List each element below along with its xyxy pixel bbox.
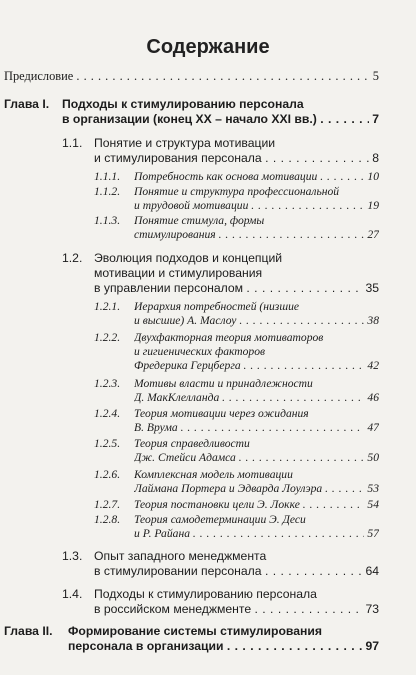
toc-subsection-number: 1.2.2.: [94, 331, 121, 344]
toc-entry-text: в российском менеджменте: [94, 602, 252, 616]
toc-entry-text: персонала в организации: [68, 639, 224, 653]
toc-section-number: 1.4.: [62, 587, 83, 601]
toc-subsection-number: 1.1.3.: [94, 214, 121, 227]
toc-page-number: 5: [370, 69, 379, 84]
toc-entry-text: и Р. Райана: [134, 527, 190, 540]
toc-entry-text: Подходы к стимулированию персонала: [94, 587, 317, 601]
toc-subsection-number: 1.2.5.: [94, 437, 121, 450]
toc-page-number: 64: [362, 564, 379, 579]
toc-entry-text: Опыт западного менеджмента: [94, 549, 267, 563]
toc-page-number: 53: [364, 482, 379, 496]
toc-entry-text: Мотивы власти и принадлежности: [134, 377, 313, 390]
toc-entry-text: и трудовой мотивации: [134, 199, 249, 212]
toc-subsection-number: 1.2.3.: [94, 377, 121, 390]
toc-entry-text: Понятие и структура мотивации: [94, 136, 276, 150]
toc-entry-text: Дж. Стейси Адамса: [134, 451, 236, 464]
toc-subsection-number: 1.2.6.: [94, 468, 121, 481]
toc-entry-text: в стимулировании персонала: [94, 564, 262, 578]
toc-page-number: 46: [364, 391, 379, 405]
toc-entry-1-1-3: [94, 214, 379, 242]
toc-entry-text: Иерархия потребностей (низшие: [134, 300, 300, 313]
page-title: Содержание: [146, 36, 270, 58]
toc-entry-text: Лаймана Портера и Эдварда Лоулэра: [134, 482, 323, 495]
toc-page-number: 97: [362, 639, 379, 654]
toc-page-number: 73: [362, 602, 379, 617]
toc-chapter-number: Глава II.: [4, 624, 53, 638]
toc-entry-chapter-1: [4, 97, 379, 127]
toc-entry-1-2: [62, 251, 379, 296]
toc-page-number: 19: [364, 199, 379, 213]
toc-entry-1-2-2: [94, 331, 379, 373]
toc-section-number: 1.1.: [62, 136, 83, 150]
toc-entry-1-3: [62, 549, 379, 579]
toc-entry-1-4: [62, 587, 379, 617]
toc-entry-text: В. Врума: [134, 421, 178, 434]
toc-page-number: 42: [364, 359, 379, 373]
toc-entry-1-2-6: [94, 468, 379, 496]
toc-entry-1-2-1: [94, 300, 379, 328]
toc-page-number: 7: [369, 112, 379, 127]
toc-entry-1-2-3: [94, 377, 379, 405]
toc-entry-1-2-5: [94, 437, 379, 465]
toc-entry-preface: [4, 69, 379, 84]
toc-page-number: 57: [364, 527, 379, 541]
toc-page-number: 10: [364, 170, 379, 184]
toc-entry-text: Фредерика Герцберга: [134, 359, 241, 372]
toc-entry-text: Потребность как основа мотивации: [134, 170, 318, 183]
toc-entry-text: Теория самодетерминации Э. Деси: [134, 513, 306, 526]
toc-entry-1-1-1: [94, 170, 379, 184]
toc-entry-text: Двухфакторная теория мотиваторов: [134, 331, 324, 344]
toc-page-number: 35: [362, 281, 379, 296]
toc-entry-text: Теория мотивации через ожидания: [134, 407, 309, 420]
toc-section-number: 1.3.: [62, 549, 83, 563]
toc-subsection-number: 1.2.4.: [94, 407, 121, 420]
toc-entry-text: Понятие и структура профессиональной: [134, 185, 340, 198]
toc-page-number: 47: [364, 421, 379, 435]
toc-subsection-number: 1.1.1.: [94, 170, 121, 183]
toc-entry-text: стимулирования: [134, 228, 216, 241]
toc-subsection-number: 1.2.7.: [94, 498, 121, 511]
toc-subsection-number: 1.2.1.: [94, 300, 121, 313]
toc-entry-text: Комплексная модель мотивации: [134, 468, 293, 481]
toc-entry-text: и гигиенических факторов: [134, 345, 266, 358]
toc-entry-text: Теория постановки цели Э. Локке: [134, 498, 300, 511]
toc-entry-1-1: [62, 136, 379, 166]
toc-chapter-number: Глава I.: [4, 97, 50, 111]
toc-page-number: 38: [364, 314, 379, 328]
toc-page-number: 50: [364, 451, 379, 465]
toc-subsection-number: 1.2.8.: [94, 513, 121, 526]
toc-entry-text: Формирование системы стимулирования: [68, 624, 323, 638]
toc-entry-text: Теория справедливости: [134, 437, 250, 450]
toc-page-number: 27: [364, 228, 379, 242]
toc-entry-text: мотивации и стимулирования: [94, 266, 263, 280]
toc-entry-text: и высшие) А. Маслоу: [134, 314, 237, 327]
toc-entry-text: Д. МакКлелланда: [134, 391, 220, 404]
toc-subsection-number: 1.1.2.: [94, 185, 121, 198]
toc-entry-1-2-8: [94, 513, 379, 541]
toc-page-number: 54: [364, 498, 379, 512]
toc-entry-text: в управлении персоналом: [94, 281, 244, 295]
toc-entry-1-1-2: [94, 185, 379, 213]
toc-entry-text: Эволюция подходов и концепций: [94, 251, 283, 265]
toc-entry-1-2-4: [94, 407, 379, 435]
toc-entry-chapter-2: [4, 624, 379, 654]
toc-entry-text: Понятие стимула, формы: [134, 214, 265, 227]
toc-entry-1-2-7: [94, 498, 379, 512]
toc-entry-text: и стимулирования персонала: [94, 151, 262, 165]
toc-entry-text: Предисловие: [4, 69, 74, 83]
toc-page-number: 8: [369, 151, 379, 166]
toc-section-number: 1.2.: [62, 251, 83, 265]
toc-entry-text: Подходы к стимулированию персонала: [62, 97, 304, 111]
toc-entry-text: в организации (конец XX – начало XXI вв.): [62, 112, 317, 126]
